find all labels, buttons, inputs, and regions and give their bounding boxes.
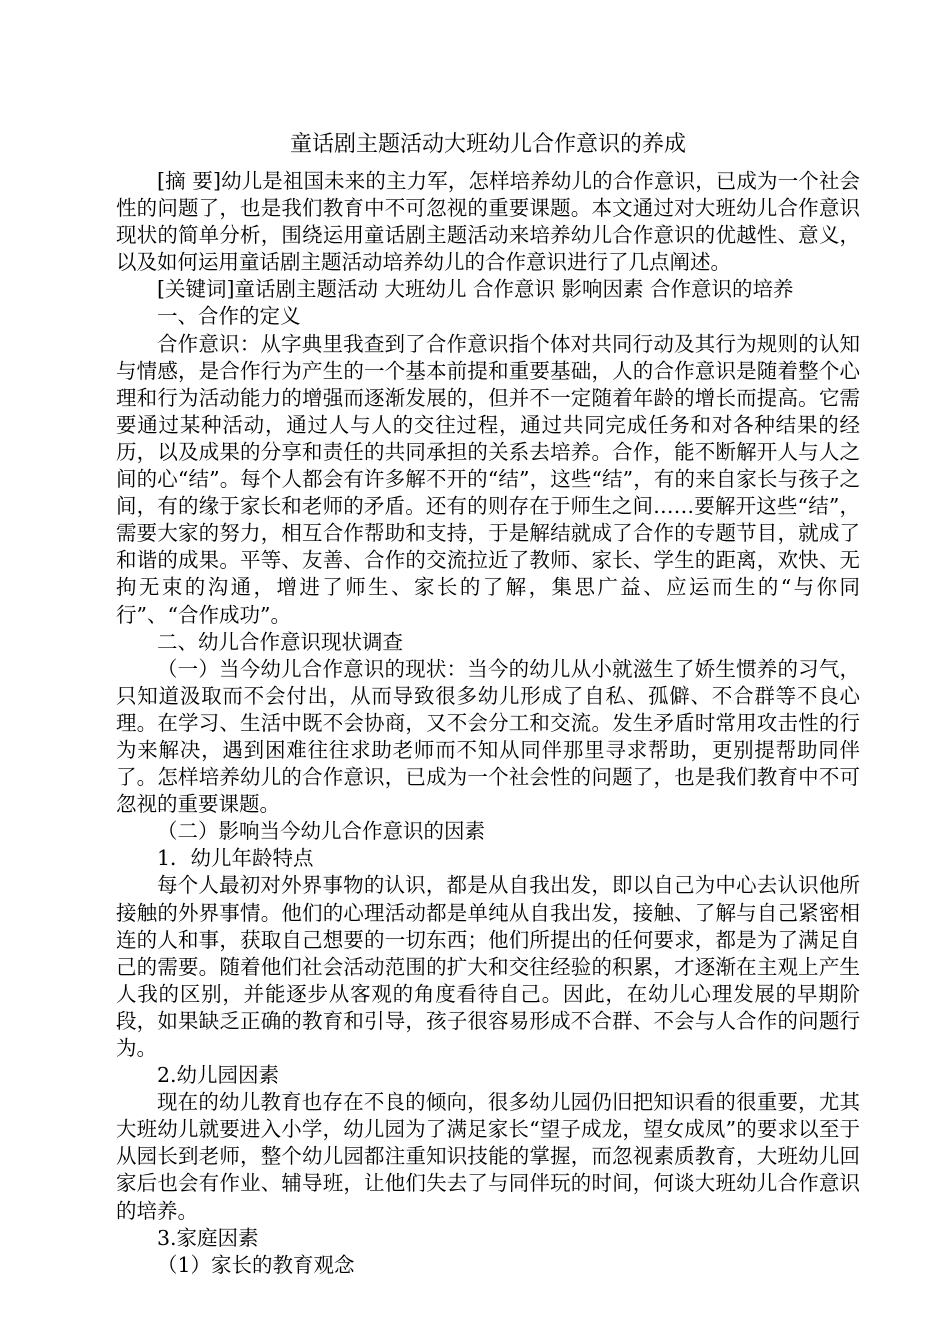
section-heading-definition: 一、合作的定义 [157, 304, 301, 329]
item-heading-family: 3.家庭因素 [157, 1225, 259, 1250]
keywords-paragraph: [关键词]童话剧主题活动 大班幼儿 合作意识 影响因素 合作意识的培养 [157, 277, 794, 302]
document-page [116, 128, 860, 1279]
age-paragraph: 每个人最初对外界事物的认识，都是从自我出发，即以自己为中心去认识他所接触的外界事情。他们的心理活动都是单纯从自我出发，接触、了解与自己紧密相连的人和事，获取自己想要的一切东西；他们所提出的任何要求，都是为了满足自己的需要。随着他们社会活动范围的扩大和交往经验的积累，才逐渐在主观上产生人我的区别，并能逐步从客观的角度看待自己。因此，在幼儿心理发展的早期阶段，如果缺乏正确的教育和引导，孩子很容易形成不合群、不会与人合作的问题行为。 [116, 873, 860, 1060]
section-heading-survey: 二、幼儿合作意识现状调查 [157, 629, 403, 654]
item-heading-parent-concept: （1）家长的教育观念 [157, 1252, 355, 1277]
current-status-paragraph: （一）当今幼儿合作意识的现状：当今的幼儿从小就滋生了娇生惯养的习气，只知道汲取而不会付出，从而导致很多幼儿形成了自私、孤僻、不合群等不良心理。在学习、生活中既不会协商，又不会分工和交流。发生矛盾时常用攻击性的行为来解决，遇到困难往往求助老师而不知从同伴那里寻求帮助，更别提帮助同伴了。怎样培养幼儿的合作意识，已成为一个社会性的问题了，也是我们教育中不可忽视的重要课题。 [116, 656, 860, 817]
item-heading-kindergarten: 2.幼儿园因素 [157, 1063, 280, 1088]
definition-paragraph: 合作意识：从字典里我查到了合作意识指个体对共同行动及其行为规则的认知与情感，是合作行为产生的一个基本前提和重要基础，人的合作意识是随着整个心理和行为活动能力的增强而逐渐发展的，但并不一定随着年龄的增长而提高。它需要通过某种活动，通过人与人的交往过程，通过共同完成任务和对各种结果的经历，以及成果的分享和责任的共同承担的关系去培养。合作，能不断解开人与人之间的心“结”。每个人都会有许多解不开的“结”，这些“结”，有的来自家长与孩子之间，有的缘于家长和老师的矛盾。还有的则存在于师生之间……要解开这些“结”，需要大家的努力，相互合作帮助和支持，于是解结就成了合作的专题节目，就成了和谐的成果。平等、友善、合作的交流拉近了教师、家长、学生的距离，欢快、无拘无束的沟通，增进了师生、家长的了解，集思广益、应运而生的“与你同行”、“合作成功”。 [116, 331, 860, 627]
document-title: 童话剧主题活动大班幼儿合作意识的养成 [289, 132, 686, 157]
abstract-paragraph: [摘 要]幼儿是祖国未来的主力军，怎样培养幼儿的合作意识，已成为一个社会性的问题了，也是我们教育中不可忽视的重要课题。本文通过对大班幼儿合作意识现状的简单分析，围绕运用童话剧主题活动来培养幼儿合作意识的优越性、意义，以及如何运用童话剧主题活动培养幼儿的合作意识进行了几点阐述。 [116, 169, 860, 275]
item-heading-age: 1．幼儿年龄特点 [157, 846, 314, 871]
kindergarten-paragraph: 现在的幼儿教育也存在不良的倾向，很多幼儿园仍旧把知识看的很重要，尤其大班幼儿就要进入小学，幼儿园为了满足家长“望子成龙，望女成凤”的要求以至于从园长到老师，整个幼儿园都注重知识技能的掌握，而忽视素质教育，大班幼儿回家后也会有作业、辅导班，让他们失去了与同伴玩的时间，何谈大班幼儿合作意识的培养。 [116, 1090, 860, 1223]
subsection-heading-factors: （二）影响当今幼儿合作意识的因素 [157, 819, 485, 844]
